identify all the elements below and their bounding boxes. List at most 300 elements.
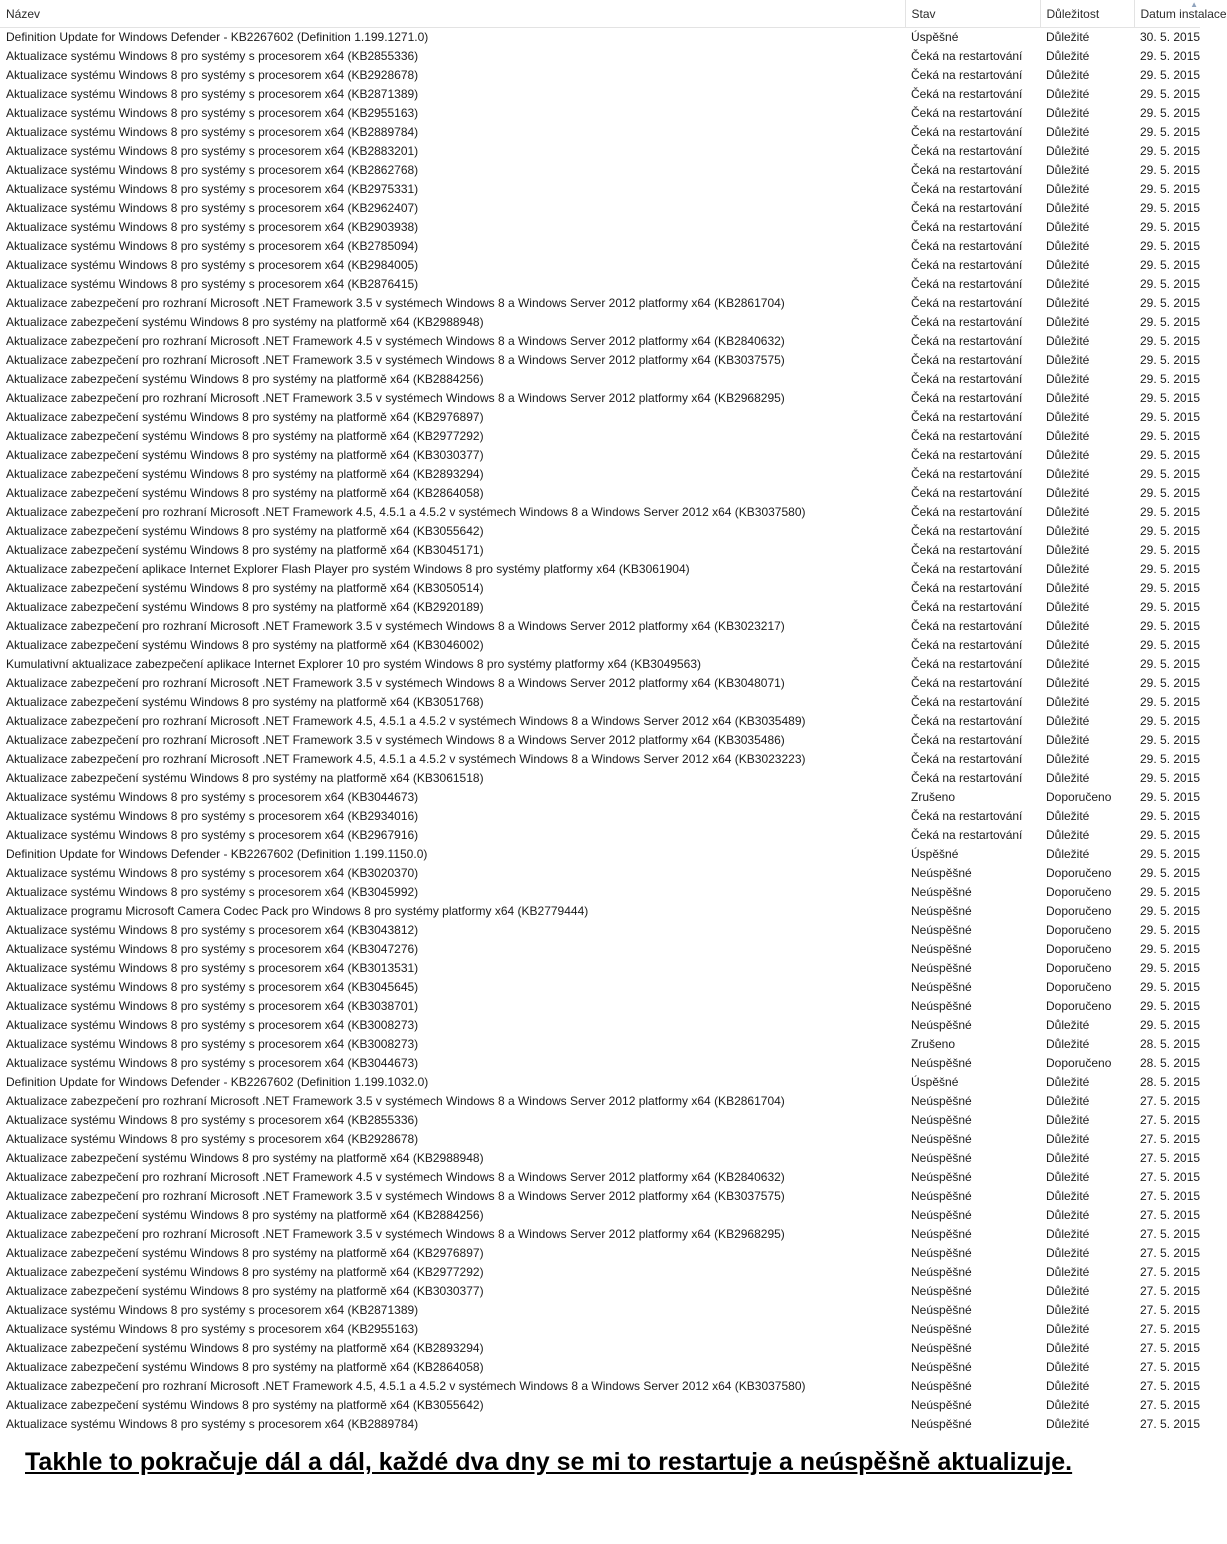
table-row[interactable] bbox=[0, 769, 1200, 788]
update-importance: Důležité bbox=[1046, 581, 1090, 595]
update-name: Aktualizace zabezpečení aplikace Internet Explorer Flash Player pro systém Windows 8 pro systémy platformy x64 (KB3061904) bbox=[6, 562, 690, 576]
update-state: Čeká na restartování bbox=[911, 353, 1023, 367]
update-date: 29. 5. 2015 bbox=[1140, 87, 1201, 101]
update-state: Čeká na restartování bbox=[911, 486, 1023, 500]
table-row[interactable] bbox=[0, 674, 1200, 693]
update-date: 27. 5. 2015 bbox=[1140, 1246, 1201, 1260]
update-state: Čeká na restartování bbox=[911, 638, 1023, 652]
table-row[interactable] bbox=[0, 1396, 1200, 1415]
update-importance: Důležité bbox=[1046, 828, 1090, 842]
update-date: 29. 5. 2015 bbox=[1140, 429, 1201, 443]
update-date: 29. 5. 2015 bbox=[1140, 49, 1201, 63]
update-name: Aktualizace systému Windows 8 pro systémy s procesorem x64 (KB2903938) bbox=[6, 220, 419, 234]
update-name: Aktualizace systému Windows 8 pro systémy s procesorem x64 (KB3044673) bbox=[6, 1056, 419, 1070]
update-importance: Důležité bbox=[1046, 733, 1090, 747]
update-importance: Doporučeno bbox=[1046, 885, 1112, 899]
update-importance: Doporučeno bbox=[1046, 904, 1112, 918]
update-importance: Důležité bbox=[1046, 1379, 1090, 1393]
update-importance: Důležité bbox=[1046, 448, 1090, 462]
update-importance: Důležité bbox=[1046, 1341, 1090, 1355]
update-date: 29. 5. 2015 bbox=[1140, 182, 1201, 196]
table-row[interactable] bbox=[0, 1244, 1200, 1263]
table-row[interactable] bbox=[0, 522, 1200, 541]
update-state: Neúspěšné bbox=[911, 923, 972, 937]
update-importance: Důležité bbox=[1046, 258, 1090, 272]
update-date: 29. 5. 2015 bbox=[1140, 980, 1201, 994]
table-row[interactable] bbox=[0, 1073, 1200, 1092]
update-importance: Důležité bbox=[1046, 1113, 1090, 1127]
update-date: 29. 5. 2015 bbox=[1140, 372, 1201, 386]
table-row[interactable] bbox=[0, 712, 1200, 731]
update-importance: Důležité bbox=[1046, 49, 1090, 63]
table-row[interactable] bbox=[0, 1092, 1200, 1111]
table-row[interactable] bbox=[0, 788, 1200, 807]
update-state: Čeká na restartování bbox=[911, 619, 1023, 633]
table-row[interactable] bbox=[0, 959, 1200, 978]
table-row[interactable] bbox=[0, 541, 1200, 560]
update-date: 28. 5. 2015 bbox=[1140, 1037, 1201, 1051]
update-name: Aktualizace systému Windows 8 pro systémy s procesorem x64 (KB2928678) bbox=[6, 68, 419, 82]
update-name: Aktualizace systému Windows 8 pro systémy s procesorem x64 (KB2928678) bbox=[6, 1132, 419, 1146]
update-date: 29. 5. 2015 bbox=[1140, 201, 1201, 215]
update-importance: Důležité bbox=[1046, 752, 1090, 766]
column-header-date-label: Datum instalace bbox=[1140, 6, 1227, 21]
update-date: 27. 5. 2015 bbox=[1140, 1113, 1201, 1127]
update-date: 29. 5. 2015 bbox=[1140, 733, 1201, 747]
update-date: 29. 5. 2015 bbox=[1140, 600, 1201, 614]
update-name: Aktualizace zabezpečení systému Windows 8 pro systémy na platformě x64 (KB3061518) bbox=[6, 771, 484, 785]
update-importance: Důležité bbox=[1046, 1094, 1090, 1108]
update-importance: Důležité bbox=[1046, 676, 1090, 690]
table-row[interactable] bbox=[0, 579, 1200, 598]
table-row[interactable] bbox=[0, 465, 1200, 484]
table-row[interactable] bbox=[0, 864, 1200, 883]
update-importance: Důležité bbox=[1046, 30, 1090, 44]
table-row[interactable] bbox=[0, 370, 1200, 389]
table-row[interactable] bbox=[0, 1016, 1200, 1035]
update-importance: Důležité bbox=[1046, 1018, 1090, 1032]
table-row[interactable] bbox=[0, 921, 1200, 940]
table-row[interactable] bbox=[0, 598, 1200, 617]
table-row[interactable] bbox=[0, 1054, 1200, 1073]
table-row[interactable] bbox=[0, 902, 1200, 921]
update-importance: Důležité bbox=[1046, 201, 1090, 215]
update-importance: Důležité bbox=[1046, 163, 1090, 177]
update-date: 29. 5. 2015 bbox=[1140, 106, 1201, 120]
update-date: 29. 5. 2015 bbox=[1140, 695, 1201, 709]
update-importance: Důležité bbox=[1046, 1417, 1090, 1431]
update-name: Aktualizace zabezpečení systému Windows 8 pro systémy na platformě x64 (KB2988948) bbox=[6, 315, 484, 329]
update-importance: Důležité bbox=[1046, 391, 1090, 405]
update-date: 29. 5. 2015 bbox=[1140, 163, 1201, 177]
update-date: 29. 5. 2015 bbox=[1140, 410, 1201, 424]
table-row[interactable] bbox=[0, 484, 1200, 503]
update-date: 29. 5. 2015 bbox=[1140, 790, 1201, 804]
update-state: Čeká na restartování bbox=[911, 562, 1023, 576]
update-state: Neúspěšné bbox=[911, 1113, 972, 1127]
update-name: Aktualizace systému Windows 8 pro systémy s procesorem x64 (KB3008273) bbox=[6, 1018, 419, 1032]
update-importance: Důležité bbox=[1046, 220, 1090, 234]
update-date: 29. 5. 2015 bbox=[1140, 239, 1201, 253]
table-row[interactable] bbox=[0, 1225, 1200, 1244]
update-name: Aktualizace zabezpečení systému Windows 8 pro systémy na platformě x64 (KB2884256) bbox=[6, 1208, 484, 1222]
update-state: Čeká na restartování bbox=[911, 220, 1023, 234]
update-state: Čeká na restartování bbox=[911, 87, 1023, 101]
table-row[interactable] bbox=[0, 1282, 1200, 1301]
table-row[interactable] bbox=[0, 655, 1200, 674]
update-name: Definition Update for Windows Defender - KB2267602 (Definition 1.199.1150.0) bbox=[6, 847, 428, 861]
update-name: Aktualizace systému Windows 8 pro systémy s procesorem x64 (KB2871389) bbox=[6, 87, 419, 101]
update-name: Aktualizace systému Windows 8 pro systémy s procesorem x64 (KB2955163) bbox=[6, 1322, 419, 1336]
update-state: Čeká na restartování bbox=[911, 239, 1023, 253]
table-row[interactable] bbox=[0, 1130, 1200, 1149]
update-date: 29. 5. 2015 bbox=[1140, 961, 1201, 975]
update-date: 30. 5. 2015 bbox=[1140, 30, 1201, 44]
update-importance: Důležité bbox=[1046, 87, 1090, 101]
update-date: 29. 5. 2015 bbox=[1140, 752, 1201, 766]
update-state: Neúspěšné bbox=[911, 1303, 972, 1317]
update-state: Neúspěšné bbox=[911, 1265, 972, 1279]
table-row[interactable] bbox=[0, 351, 1200, 370]
update-date: 29. 5. 2015 bbox=[1140, 486, 1201, 500]
update-name: Aktualizace zabezpečení systému Windows 8 pro systémy na platformě x64 (KB3045171) bbox=[6, 543, 484, 557]
update-date: 29. 5. 2015 bbox=[1140, 562, 1201, 576]
table-row[interactable] bbox=[0, 845, 1200, 864]
update-state: Čeká na restartování bbox=[911, 828, 1023, 842]
update-name: Aktualizace systému Windows 8 pro systémy s procesorem x64 (KB2975331) bbox=[6, 182, 419, 196]
update-name: Aktualizace zabezpečení systému Windows 8 pro systémy na platformě x64 (KB3030377) bbox=[6, 448, 484, 462]
update-date: 27. 5. 2015 bbox=[1140, 1265, 1201, 1279]
update-state: Neúspěšné bbox=[911, 1170, 972, 1184]
update-date: 29. 5. 2015 bbox=[1140, 258, 1201, 272]
update-state: Čeká na restartování bbox=[911, 695, 1023, 709]
update-name: Aktualizace zabezpečení systému Windows 8 pro systémy na platformě x64 (KB3055642) bbox=[6, 1398, 484, 1412]
update-importance: Důležité bbox=[1046, 429, 1090, 443]
update-importance: Důležité bbox=[1046, 372, 1090, 386]
update-name: Aktualizace zabezpečení systému Windows 8 pro systémy na platformě x64 (KB2920189) bbox=[6, 600, 484, 614]
table-row[interactable] bbox=[0, 180, 1200, 199]
update-importance: Důležité bbox=[1046, 277, 1090, 291]
table-row[interactable] bbox=[0, 275, 1200, 294]
update-importance: Důležité bbox=[1046, 1284, 1090, 1298]
update-name: Aktualizace zabezpečení systému Windows 8 pro systémy na platformě x64 (KB2988948) bbox=[6, 1151, 484, 1165]
update-importance: Důležité bbox=[1046, 638, 1090, 652]
update-date: 27. 5. 2015 bbox=[1140, 1284, 1201, 1298]
table-row[interactable] bbox=[0, 750, 1200, 769]
column-header-date[interactable] bbox=[1134, 0, 1227, 28]
update-date: 29. 5. 2015 bbox=[1140, 828, 1201, 842]
update-importance: Důležité bbox=[1046, 125, 1090, 139]
table-row[interactable] bbox=[0, 256, 1200, 275]
table-row[interactable] bbox=[0, 1377, 1200, 1396]
update-importance: Důležité bbox=[1046, 353, 1090, 367]
update-state: Neúspěšné bbox=[911, 1132, 972, 1146]
table-row[interactable] bbox=[0, 883, 1200, 902]
table-row[interactable] bbox=[0, 47, 1200, 66]
update-name: Aktualizace zabezpečení pro rozhraní Microsoft .NET Framework 3.5 v systémech Windows 8 a Windows Server 2012 platformy x64 (KB3037575) bbox=[6, 1189, 785, 1203]
update-date: 27. 5. 2015 bbox=[1140, 1151, 1201, 1165]
update-name: Aktualizace systému Windows 8 pro systémy s procesorem x64 (KB3043812) bbox=[6, 923, 419, 937]
update-state: Čeká na restartování bbox=[911, 733, 1023, 747]
update-date: 29. 5. 2015 bbox=[1140, 771, 1201, 785]
update-date: 27. 5. 2015 bbox=[1140, 1398, 1201, 1412]
column-header-name[interactable]: Název bbox=[0, 0, 905, 28]
update-state: Čeká na restartování bbox=[911, 372, 1023, 386]
table-row[interactable] bbox=[0, 218, 1200, 237]
update-name: Aktualizace systému Windows 8 pro systémy s procesorem x64 (KB2962407) bbox=[6, 201, 419, 215]
update-name: Aktualizace zabezpečení systému Windows 8 pro systémy na platformě x64 (KB3051768) bbox=[6, 695, 484, 709]
update-date: 29. 5. 2015 bbox=[1140, 581, 1201, 595]
update-name: Aktualizace systému Windows 8 pro systémy s procesorem x64 (KB3008273) bbox=[6, 1037, 419, 1051]
update-state: Neúspěšné bbox=[911, 1227, 972, 1241]
update-name: Definition Update for Windows Defender - KB2267602 (Definition 1.199.1271.0) bbox=[6, 30, 429, 44]
update-importance: Doporučeno bbox=[1046, 961, 1112, 975]
table-row[interactable] bbox=[0, 1206, 1200, 1225]
update-name: Aktualizace systému Windows 8 pro systémy s procesorem x64 (KB3013531) bbox=[6, 961, 419, 975]
table-row[interactable] bbox=[0, 427, 1200, 446]
update-importance: Důležité bbox=[1046, 543, 1090, 557]
table-row[interactable] bbox=[0, 1187, 1200, 1206]
update-name: Aktualizace zabezpečení systému Windows 8 pro systémy na platformě x64 (KB2976897) bbox=[6, 410, 484, 424]
table-row[interactable] bbox=[0, 560, 1200, 579]
update-date: 29. 5. 2015 bbox=[1140, 144, 1201, 158]
update-date: 29. 5. 2015 bbox=[1140, 543, 1201, 557]
update-name: Aktualizace systému Windows 8 pro systémy s procesorem x64 (KB2883201) bbox=[6, 144, 419, 158]
update-date: 29. 5. 2015 bbox=[1140, 277, 1201, 291]
update-date: 29. 5. 2015 bbox=[1140, 999, 1201, 1013]
table-row[interactable] bbox=[0, 807, 1200, 826]
update-name: Aktualizace zabezpečení systému Windows 8 pro systémy na platformě x64 (KB2864058) bbox=[6, 1360, 484, 1374]
table-row[interactable] bbox=[0, 332, 1200, 351]
update-name: Aktualizace zabezpečení pro rozhraní Microsoft .NET Framework 3.5 v systémech Windows 8 a Windows Server 2012 platformy x64 (KB3035486) bbox=[6, 733, 785, 747]
update-state: Čeká na restartování bbox=[911, 277, 1023, 291]
update-date: 29. 5. 2015 bbox=[1140, 866, 1201, 880]
table-row[interactable] bbox=[0, 978, 1200, 997]
table-row[interactable] bbox=[0, 28, 1200, 48]
table-row[interactable] bbox=[0, 636, 1200, 655]
update-importance: Důležité bbox=[1046, 1398, 1090, 1412]
table-row[interactable] bbox=[0, 1111, 1200, 1130]
update-state: Čeká na restartování bbox=[911, 581, 1023, 595]
update-state: Čeká na restartování bbox=[911, 68, 1023, 82]
update-name: Aktualizace systému Windows 8 pro systémy s procesorem x64 (KB3045992) bbox=[6, 885, 419, 899]
table-row[interactable] bbox=[0, 1263, 1200, 1282]
update-state: Čeká na restartování bbox=[911, 752, 1023, 766]
table-row[interactable] bbox=[0, 408, 1200, 427]
update-importance: Doporučeno bbox=[1046, 980, 1112, 994]
update-name: Aktualizace zabezpečení systému Windows 8 pro systémy na platformě x64 (KB2893294) bbox=[6, 1341, 484, 1355]
update-date: 27. 5. 2015 bbox=[1140, 1322, 1201, 1336]
update-date: 28. 5. 2015 bbox=[1140, 1075, 1201, 1089]
update-date: 29. 5. 2015 bbox=[1140, 448, 1201, 462]
update-state: Čeká na restartování bbox=[911, 106, 1023, 120]
update-name: Aktualizace systému Windows 8 pro systémy s procesorem x64 (KB3044673) bbox=[6, 790, 419, 804]
update-date: 29. 5. 2015 bbox=[1140, 1018, 1201, 1032]
update-name: Aktualizace zabezpečení pro rozhraní Microsoft .NET Framework 4.5, 4.5.1 a 4.5.2 v systémech Windows 8 a Windows Server 2012 x64 (KB3037580) bbox=[6, 505, 806, 519]
update-importance: Důležité bbox=[1046, 144, 1090, 158]
update-date: 29. 5. 2015 bbox=[1140, 296, 1201, 310]
update-name: Aktualizace zabezpečení pro rozhraní Microsoft .NET Framework 3.5 v systémech Windows 8 a Windows Server 2012 platformy x64 (KB3048071) bbox=[6, 676, 785, 690]
update-state: Neúspěšné bbox=[911, 961, 972, 975]
update-date: 29. 5. 2015 bbox=[1140, 942, 1201, 956]
table-row[interactable] bbox=[0, 104, 1200, 123]
update-state: Neúspěšné bbox=[911, 1322, 972, 1336]
update-date: 27. 5. 2015 bbox=[1140, 1094, 1201, 1108]
update-date: 29. 5. 2015 bbox=[1140, 353, 1201, 367]
update-importance: Důležité bbox=[1046, 1189, 1090, 1203]
update-state: Neúspěšné bbox=[911, 904, 972, 918]
update-name: Aktualizace systému Windows 8 pro systémy s procesorem x64 (KB3045645) bbox=[6, 980, 419, 994]
update-name: Aktualizace zabezpečení systému Windows 8 pro systémy na platformě x64 (KB2976897) bbox=[6, 1246, 484, 1260]
update-state: Čeká na restartování bbox=[911, 410, 1023, 424]
update-importance: Důležité bbox=[1046, 1132, 1090, 1146]
update-importance: Důležité bbox=[1046, 600, 1090, 614]
update-name: Aktualizace systému Windows 8 pro systémy s procesorem x64 (KB2871389) bbox=[6, 1303, 419, 1317]
update-name: Aktualizace zabezpečení systému Windows 8 pro systémy na platformě x64 (KB2977292) bbox=[6, 1265, 484, 1279]
table-row[interactable] bbox=[0, 693, 1200, 712]
table-row[interactable] bbox=[0, 617, 1200, 636]
update-importance: Důležité bbox=[1046, 486, 1090, 500]
update-state: Čeká na restartování bbox=[911, 524, 1023, 538]
update-state: Úspěšné bbox=[911, 1075, 959, 1089]
update-importance: Důležité bbox=[1046, 1170, 1090, 1184]
update-state: Čeká na restartování bbox=[911, 657, 1023, 671]
update-importance: Doporučeno bbox=[1046, 923, 1112, 937]
update-date: 27. 5. 2015 bbox=[1140, 1227, 1201, 1241]
update-name: Aktualizace systému Windows 8 pro systémy s procesorem x64 (KB2984005) bbox=[6, 258, 419, 272]
update-importance: Důležité bbox=[1046, 1075, 1090, 1089]
update-importance: Důležité bbox=[1046, 1208, 1090, 1222]
update-name: Aktualizace zabezpečení pro rozhraní Microsoft .NET Framework 4.5, 4.5.1 a 4.5.2 v systémech Windows 8 a Windows Server 2012 x64 (KB3037580) bbox=[6, 1379, 806, 1393]
table-row[interactable] bbox=[0, 446, 1200, 465]
update-name: Aktualizace zabezpečení pro rozhraní Microsoft .NET Framework 3.5 v systémech Windows 8 a Windows Server 2012 platformy x64 (KB3023217) bbox=[6, 619, 785, 633]
update-date: 29. 5. 2015 bbox=[1140, 334, 1201, 348]
update-date: 29. 5. 2015 bbox=[1140, 676, 1201, 690]
table-row[interactable] bbox=[0, 1320, 1200, 1339]
table-row[interactable] bbox=[0, 123, 1200, 142]
table-row[interactable] bbox=[0, 237, 1200, 256]
update-state: Neúspěšné bbox=[911, 1341, 972, 1355]
update-name: Aktualizace systému Windows 8 pro systémy s procesorem x64 (KB3047276) bbox=[6, 942, 419, 956]
update-date: 29. 5. 2015 bbox=[1140, 220, 1201, 234]
update-state: Čeká na restartování bbox=[911, 467, 1023, 481]
update-state: Čeká na restartování bbox=[911, 125, 1023, 139]
update-name: Aktualizace systému Windows 8 pro systémy s procesorem x64 (KB3020370) bbox=[6, 866, 419, 880]
update-state: Čeká na restartování bbox=[911, 144, 1023, 158]
table-row[interactable] bbox=[0, 161, 1200, 180]
update-state: Neúspěšné bbox=[911, 1398, 972, 1412]
update-importance: Doporučeno bbox=[1046, 942, 1112, 956]
column-header-state[interactable]: Stav bbox=[905, 0, 1040, 28]
update-importance: Důležité bbox=[1046, 315, 1090, 329]
table-row[interactable] bbox=[0, 85, 1200, 104]
update-name: Aktualizace systému Windows 8 pro systémy s procesorem x64 (KB2889784) bbox=[6, 1417, 419, 1431]
table-row[interactable] bbox=[0, 503, 1200, 522]
update-state: Čeká na restartování bbox=[911, 201, 1023, 215]
update-name: Aktualizace zabezpečení pro rozhraní Microsoft .NET Framework 4.5, 4.5.1 a 4.5.2 v systémech Windows 8 a Windows Server 2012 x64 (KB3035489) bbox=[6, 714, 806, 728]
table-row[interactable] bbox=[0, 1168, 1200, 1187]
update-name: Aktualizace zabezpečení systému Windows 8 pro systémy na platformě x64 (KB3030377) bbox=[6, 1284, 484, 1298]
update-importance: Důležité bbox=[1046, 296, 1090, 310]
table-row[interactable] bbox=[0, 66, 1200, 85]
update-importance: Doporučeno bbox=[1046, 999, 1112, 1013]
update-importance: Doporučeno bbox=[1046, 790, 1112, 804]
update-name: Aktualizace systému Windows 8 pro systémy s procesorem x64 (KB2967916) bbox=[6, 828, 419, 842]
update-name: Aktualizace systému Windows 8 pro systémy s procesorem x64 (KB3038701) bbox=[6, 999, 419, 1013]
update-date: 27. 5. 2015 bbox=[1140, 1303, 1201, 1317]
table-row[interactable] bbox=[0, 1339, 1200, 1358]
update-state: Neúspěšné bbox=[911, 1208, 972, 1222]
update-importance: Důležité bbox=[1046, 1227, 1090, 1241]
table-row[interactable] bbox=[0, 142, 1200, 161]
table-row[interactable] bbox=[0, 1301, 1200, 1320]
update-state: Neúspěšné bbox=[911, 1417, 972, 1431]
update-state: Úspěšné bbox=[911, 847, 959, 861]
update-state: Neúspěšné bbox=[911, 1284, 972, 1298]
table-row[interactable] bbox=[0, 940, 1200, 959]
table-row[interactable] bbox=[0, 389, 1200, 408]
table-row[interactable] bbox=[0, 294, 1200, 313]
update-state: Neúspěšné bbox=[911, 1379, 972, 1393]
update-importance: Důležité bbox=[1046, 68, 1090, 82]
update-name: Aktualizace zabezpečení systému Windows 8 pro systémy na platformě x64 (KB2884256) bbox=[6, 372, 484, 386]
table-row[interactable] bbox=[0, 1415, 1200, 1434]
table-row[interactable] bbox=[0, 1149, 1200, 1168]
update-name: Aktualizace zabezpečení pro rozhraní Microsoft .NET Framework 3.5 v systémech Windows 8 a Windows Server 2012 platformy x64 (KB2861704) bbox=[6, 1094, 785, 1108]
update-name: Aktualizace zabezpečení systému Windows 8 pro systémy na platformě x64 (KB2977292) bbox=[6, 429, 484, 443]
column-header-importance[interactable]: Důležitost bbox=[1040, 0, 1134, 28]
table-row[interactable] bbox=[0, 826, 1200, 845]
caption-text: Takhle to pokračuje dál a dál, každé dva dny se mi to restartuje a neúspěšně aktualizuje. bbox=[25, 1448, 1073, 1476]
update-importance: Důležité bbox=[1046, 182, 1090, 196]
update-state: Čeká na restartování bbox=[911, 771, 1023, 785]
table-row[interactable] bbox=[0, 997, 1200, 1016]
update-name: Aktualizace zabezpečení systému Windows 8 pro systémy na platformě x64 (KB3055642) bbox=[6, 524, 484, 538]
update-state: Neúspěšné bbox=[911, 1094, 972, 1108]
update-list bbox=[0, 28, 1200, 1435]
update-importance: Důležité bbox=[1046, 505, 1090, 519]
update-name: Aktualizace zabezpečení pro rozhraní Microsoft .NET Framework 4.5, 4.5.1 a 4.5.2 v systémech Windows 8 a Windows Server 2012 x64 (KB3023223) bbox=[6, 752, 806, 766]
update-importance: Důležité bbox=[1046, 1246, 1090, 1260]
update-state: Zrušeno bbox=[911, 1037, 956, 1051]
update-date: 27. 5. 2015 bbox=[1140, 1208, 1201, 1222]
update-importance: Důležité bbox=[1046, 410, 1090, 424]
update-importance: Důležité bbox=[1046, 106, 1090, 120]
update-date: 27. 5. 2015 bbox=[1140, 1132, 1201, 1146]
table-row[interactable] bbox=[0, 199, 1200, 218]
table-row[interactable] bbox=[0, 1035, 1200, 1054]
update-state: Čeká na restartování bbox=[911, 543, 1023, 557]
update-date: 27. 5. 2015 bbox=[1140, 1170, 1201, 1184]
update-name: Aktualizace systému Windows 8 pro systémy s procesorem x64 (KB2876415) bbox=[6, 277, 419, 291]
update-name: Kumulativní aktualizace zabezpečení aplikace Internet Explorer 10 pro systém Windows 8 pro systémy platformy x64 (KB3049563) bbox=[6, 657, 702, 671]
table-row[interactable] bbox=[0, 1358, 1200, 1377]
update-importance: Důležité bbox=[1046, 1265, 1090, 1279]
update-importance: Důležité bbox=[1046, 847, 1090, 861]
update-state: Neúspěšné bbox=[911, 866, 972, 880]
update-name: Aktualizace systému Windows 8 pro systémy s procesorem x64 (KB2862768) bbox=[6, 163, 419, 177]
update-state: Neúspěšné bbox=[911, 1360, 972, 1374]
update-state: Čeká na restartování bbox=[911, 809, 1023, 823]
update-importance: Důležité bbox=[1046, 1322, 1090, 1336]
table-row[interactable] bbox=[0, 731, 1200, 750]
table-row[interactable] bbox=[0, 313, 1200, 332]
update-date: 29. 5. 2015 bbox=[1140, 619, 1201, 633]
update-name: Aktualizace zabezpečení pro rozhraní Microsoft .NET Framework 3.5 v systémech Windows 8 a Windows Server 2012 platformy x64 (KB3037575) bbox=[6, 353, 785, 367]
update-name: Aktualizace zabezpečení pro rozhraní Microsoft .NET Framework 4.5 v systémech Windows 8 a Windows Server 2012 platformy x64 (KB2840632) bbox=[6, 334, 785, 348]
update-importance: Důležité bbox=[1046, 619, 1090, 633]
update-state: Čeká na restartování bbox=[911, 163, 1023, 177]
